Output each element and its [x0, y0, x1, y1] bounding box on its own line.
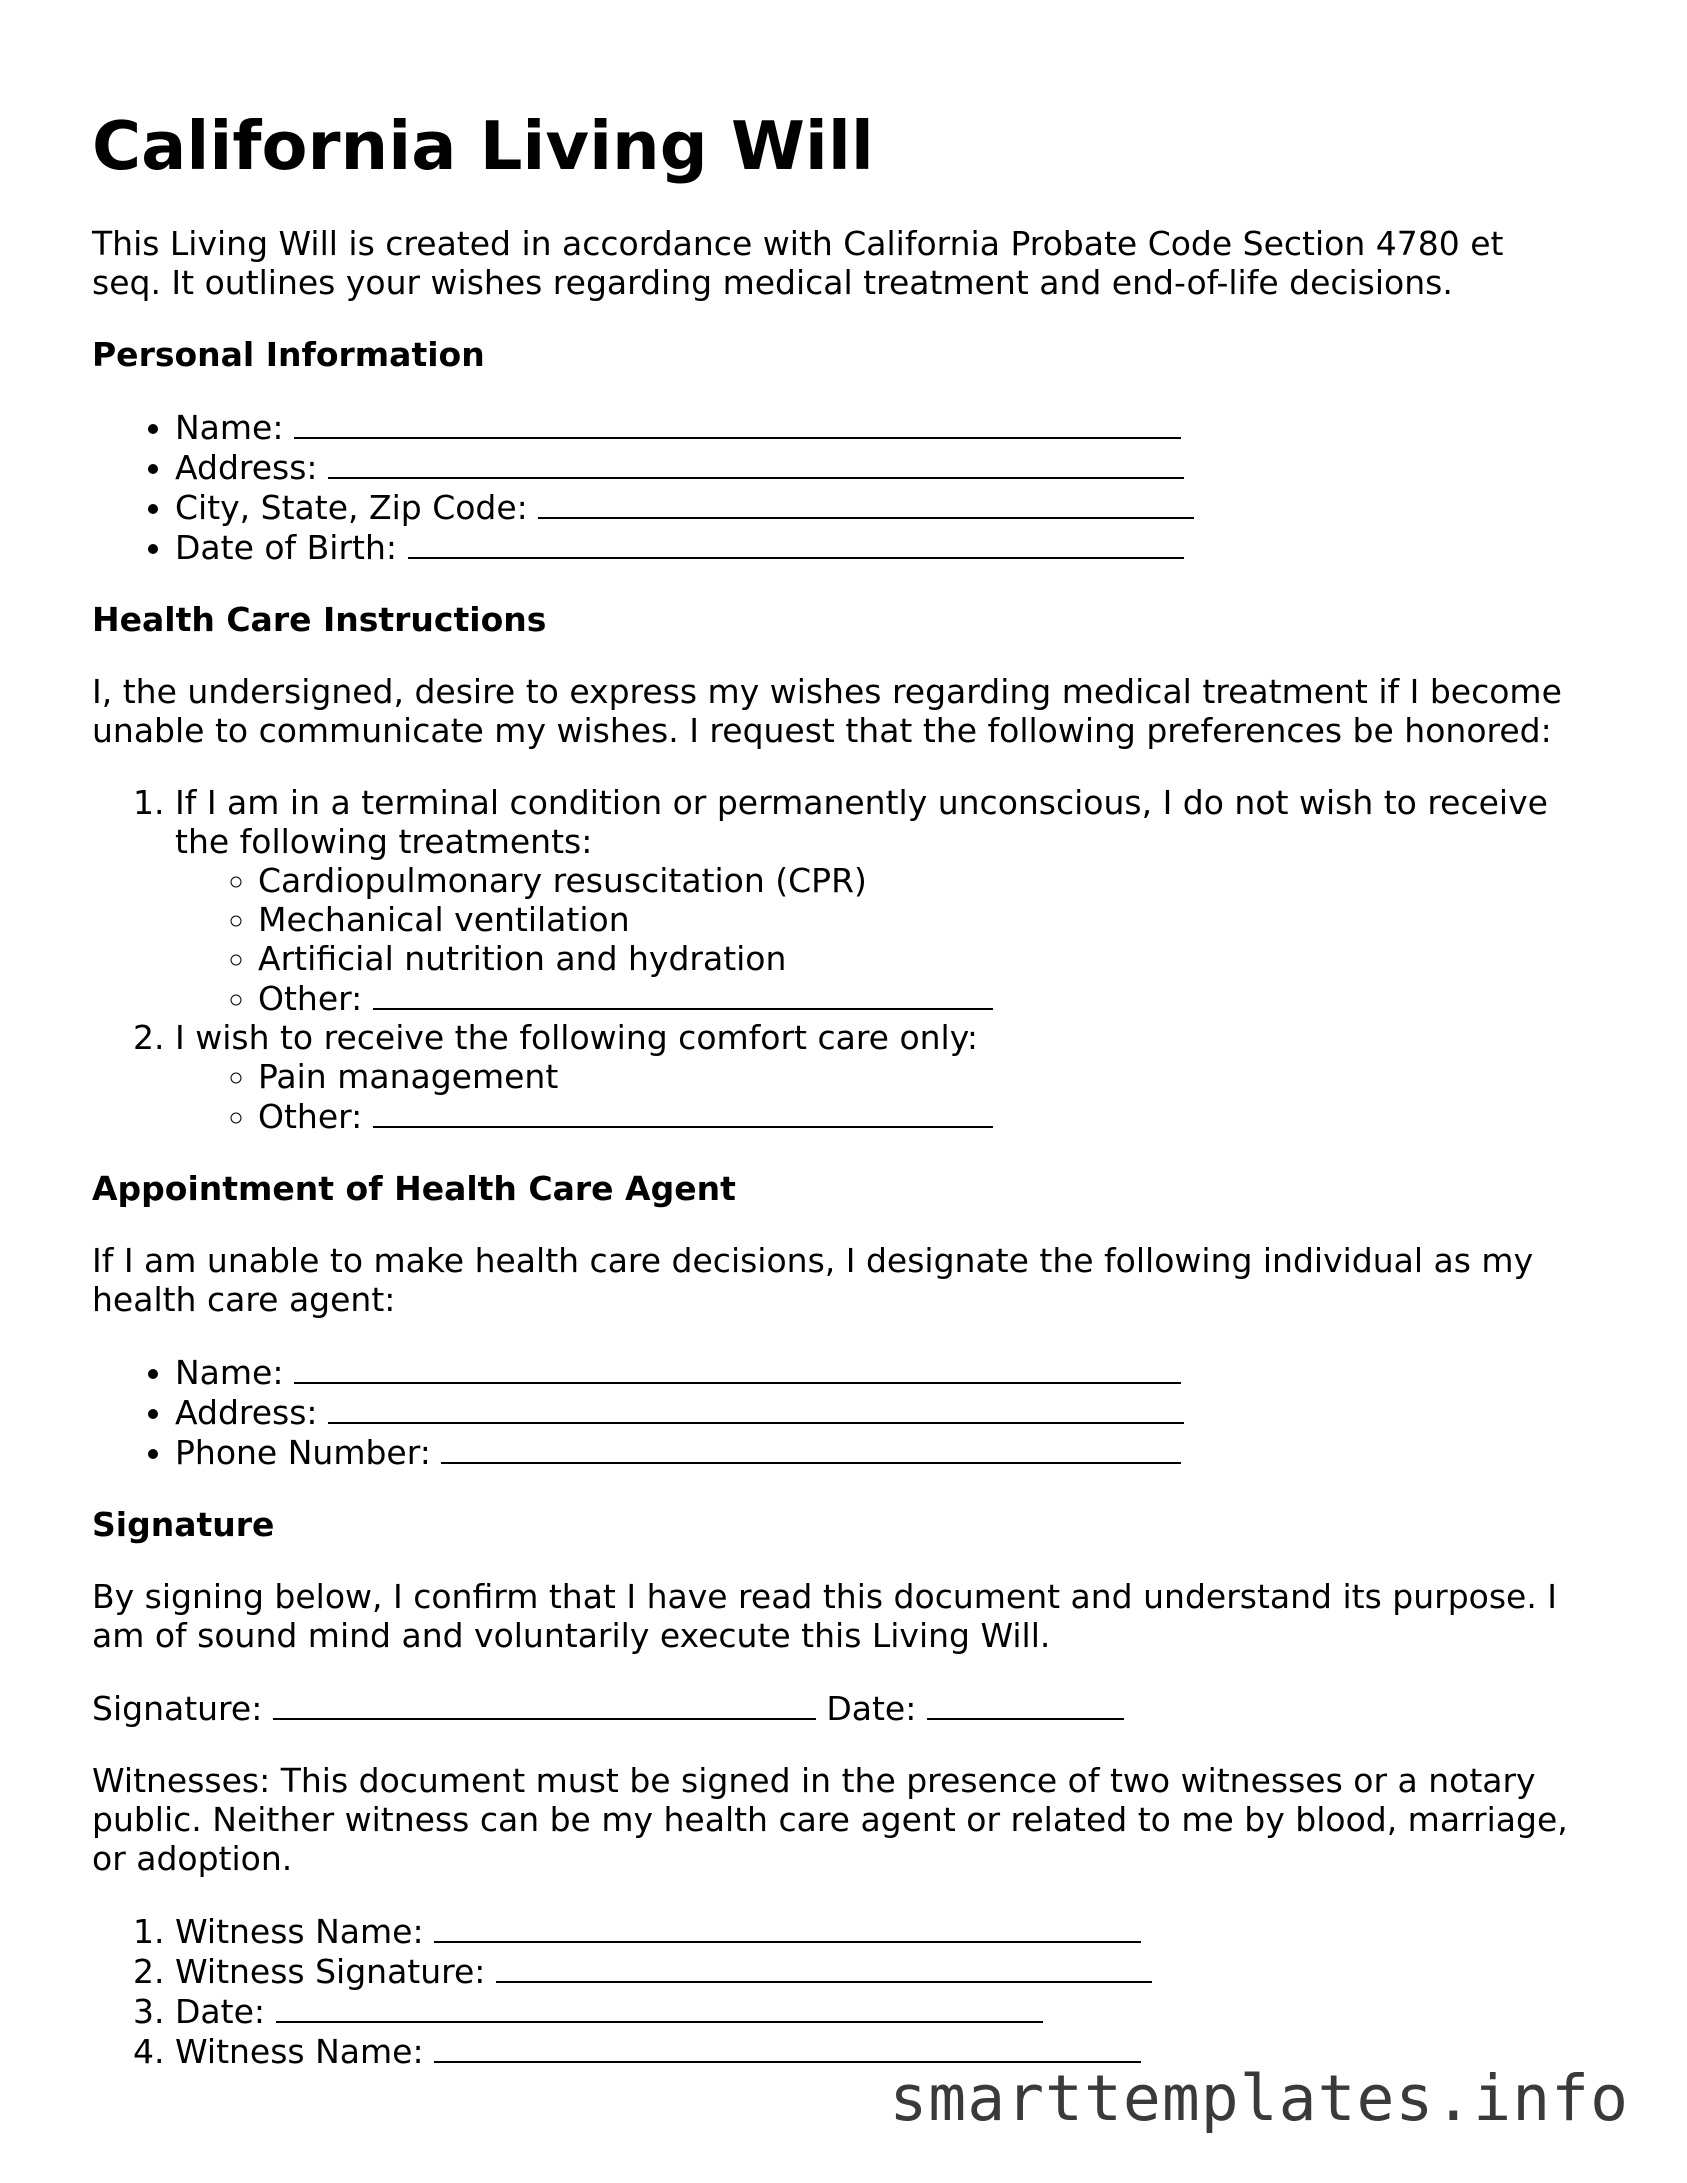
health-care-intro: I, the undersigned, desire to express my wishes regarding medical treatment if I become unable to communicate my wishes. I request that the following preferences be honored: [92, 672, 1562, 751]
witness-name-label: Witness Name: [175, 2032, 424, 2072]
agent-name-blank[interactable] [294, 1352, 1181, 1384]
list-item [175, 527, 1592, 567]
list-item: ◦ Pain management [258, 1057, 1592, 1096]
list-item [175, 1911, 1592, 1951]
date-label: Date: [826, 1689, 917, 1729]
agent-phone-label: Phone Number: [175, 1433, 431, 1473]
other-label: Other: [258, 979, 363, 1019]
list-item [175, 1432, 1592, 1472]
list-item [175, 783, 1592, 1018]
health-care-heading: Health Care Instructions [92, 600, 547, 640]
city-state-zip-label: City, State, Zip Code: [175, 488, 528, 528]
dob-blank[interactable] [408, 527, 1184, 559]
agent-intro: If I am unable to make health care decisions, I designate the following individual as my health care agent: [92, 1241, 1534, 1320]
document-page [92, 106, 1592, 2104]
witness-date-blank[interactable] [276, 1991, 1043, 2023]
health-care-list [92, 783, 1592, 1136]
city-state-zip-blank[interactable] [538, 487, 1194, 519]
comfort-care-list [175, 1057, 1592, 1136]
name-blank[interactable] [294, 407, 1181, 439]
agent-info-list [92, 1352, 1592, 1472]
signature-label: Signature: [92, 1689, 263, 1729]
witness-instructions: Witnesses: This document must be signed in the presence of two witnesses or a notary public. Neither witness can be my health care agent or related to me by blood, marriage, or adoption. [92, 1761, 1568, 1879]
list-item [175, 447, 1592, 487]
other-treatment-blank[interactable] [373, 978, 993, 1010]
witness-list [92, 1911, 1592, 2071]
comfort-care-text: I wish to receive the following comfort care only: [175, 1018, 978, 1058]
document-title: California Living Will [92, 107, 874, 185]
list-item [175, 1352, 1592, 1392]
other-label: Other: [258, 1097, 363, 1137]
intro-paragraph: This Living Will is created in accordance with California Probate Code Section 4780 et seq. It outlines your wishes regarding medical treatment and end-of-life decisions. [92, 224, 1504, 303]
treatment-refusal-text: If I am in a terminal condition or permanently unconscious, I do not wish to receive the following treatments: [175, 783, 1548, 862]
list-item: ◦ Cardiopulmonary resuscitation (CPR) [258, 861, 1592, 900]
watermark: smarttemplates.info [889, 2062, 1629, 2135]
signature-heading: Signature [92, 1505, 275, 1545]
witness-signature-blank[interactable] [496, 1951, 1152, 1983]
agent-phone-blank[interactable] [441, 1432, 1181, 1464]
address-label: Address: [175, 448, 318, 488]
other-comfort-care-blank[interactable] [373, 1096, 993, 1128]
witness-name-blank[interactable] [434, 1911, 1141, 1943]
agent-name-label: Name: [175, 1353, 284, 1393]
list-item [175, 487, 1592, 527]
personal-info-list [92, 407, 1592, 567]
list-item [175, 1018, 1592, 1136]
dob-label: Date of Birth: [175, 528, 398, 568]
witness-signature-label: Witness Signature: [175, 1952, 486, 1992]
list-item [175, 407, 1592, 447]
witness-name-label: Witness Name: [175, 1912, 424, 1952]
list-item [175, 1951, 1592, 1991]
witness-date-label: Date: [175, 1992, 265, 2032]
agent-heading: Appointment of Health Care Agent [92, 1169, 736, 1209]
list-item: ◦ Mechanical ventilation [258, 900, 1592, 939]
refused-treatments-list [175, 861, 1592, 1018]
list-item [175, 1392, 1592, 1432]
list-item [258, 978, 1592, 1018]
signature-blank[interactable] [273, 1688, 816, 1720]
agent-address-label: Address: [175, 1393, 318, 1433]
list-item [258, 1096, 1592, 1136]
date-blank[interactable] [927, 1688, 1124, 1720]
signature-line [92, 1688, 1592, 1728]
agent-address-blank[interactable] [328, 1392, 1184, 1424]
list-item: ◦ Artificial nutrition and hydration [258, 939, 1592, 978]
witness-name-blank[interactable] [434, 2031, 1141, 2063]
personal-info-heading: Personal Information [92, 335, 485, 375]
list-item [175, 1991, 1592, 2031]
address-blank[interactable] [328, 447, 1184, 479]
signature-intro: By signing below, I confirm that I have read this document and understand its purpose. I am of sound mind and voluntarily execute this Living Will. [92, 1577, 1558, 1656]
name-label: Name: [175, 408, 284, 448]
